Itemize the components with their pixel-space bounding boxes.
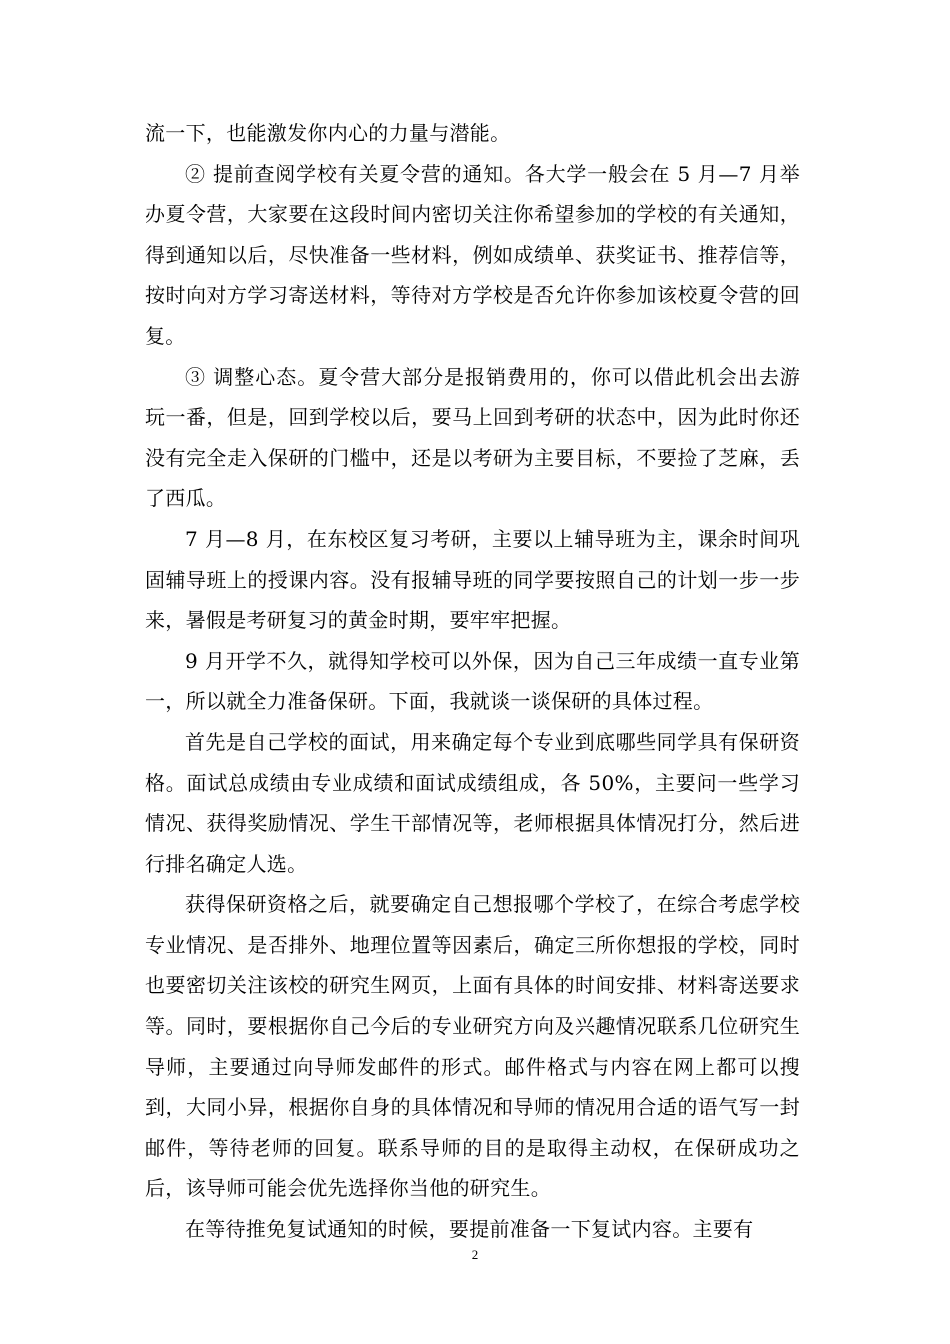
paragraph-september: 9 月开学不久，就得知学校可以外保，因为自己三年成绩一直专业第一，所以就全力准备保研。下面，我就谈一谈保研的具体过程。 xyxy=(145,648,800,714)
paragraph-adjust-mindset: ③ 调整心态。夏令营大部分是报销费用的，你可以借此机会出去游玩一番，但是，回到学校以后，要马上回到考研的状态中，因为此时你还没有完全走入保研的门槛中，还是以考研为主要目标，不要捡了芝麻，丢了西瓜。 xyxy=(145,364,800,511)
paragraph-school-interview: 首先是自己学校的面试，用来确定每个专业到底哪些同学具有保研资格。面试总成绩由专业成绩和面试成绩组成，各 50%，主要问一些学习情况、获得奖励情况、学生干部情况等，老师根据具体情况打分，然后进行排名确定人选。 xyxy=(145,729,800,876)
paragraph-july-august: 7 月—8 月，在东校区复习考研，主要以上辅导班为主，课余时间巩固辅导班上的授课内容。没有报辅导班的同学要按照自己的计划一步一步来，暑假是考研复习的黄金时期，要牢牢把握。 xyxy=(145,526,800,633)
page-number: 2 xyxy=(471,1247,479,1262)
paragraph-continuation: 流一下，也能激发你内心的力量与潜能。 xyxy=(145,121,511,145)
body-text xyxy=(145,113,800,1250)
paragraph-retest-preparation: 在等待推免复试通知的时候，要提前准备一下复试内容。主要有 xyxy=(185,1217,754,1242)
paragraph-summer-camp-notice: ② 提前查阅学校有关夏令营的通知。各大学一般会在 5 月—7 月举办夏令营，大家要在这段时间内密切关注你希望参加的学校的有关通知，得到通知以后，尽快准备一些材料，例如成绩单、获奖证书、推荐信等，按时向对方学习寄送材料，等待对方学校是否允许你参加该校夏令营的回复。 xyxy=(145,161,800,348)
paragraph-choose-school: 获得保研资格之后，就要确定自己想报哪个学校了，在综合考虑学校专业情况、是否排外、地理位置等因素后，确定三所你想报的学校，同时也要密切关注该校的研究生网页，上面有具体的时间安排、材料寄送要求等。同时，要根据你自己今后的专业研究方向及兴趣情况联系几位研究生导师，主要通过向导师发邮件的形式。邮件格式与内容在网上都可以搜到，大同小异，根据你自身的具体情况和导师的情况用合适的语气写一封邮件，等待老师的回复。联系导师的目的是取得主动权，在保研成功之后，该导师可能会优先选择你当他的研究生。 xyxy=(145,892,800,1201)
